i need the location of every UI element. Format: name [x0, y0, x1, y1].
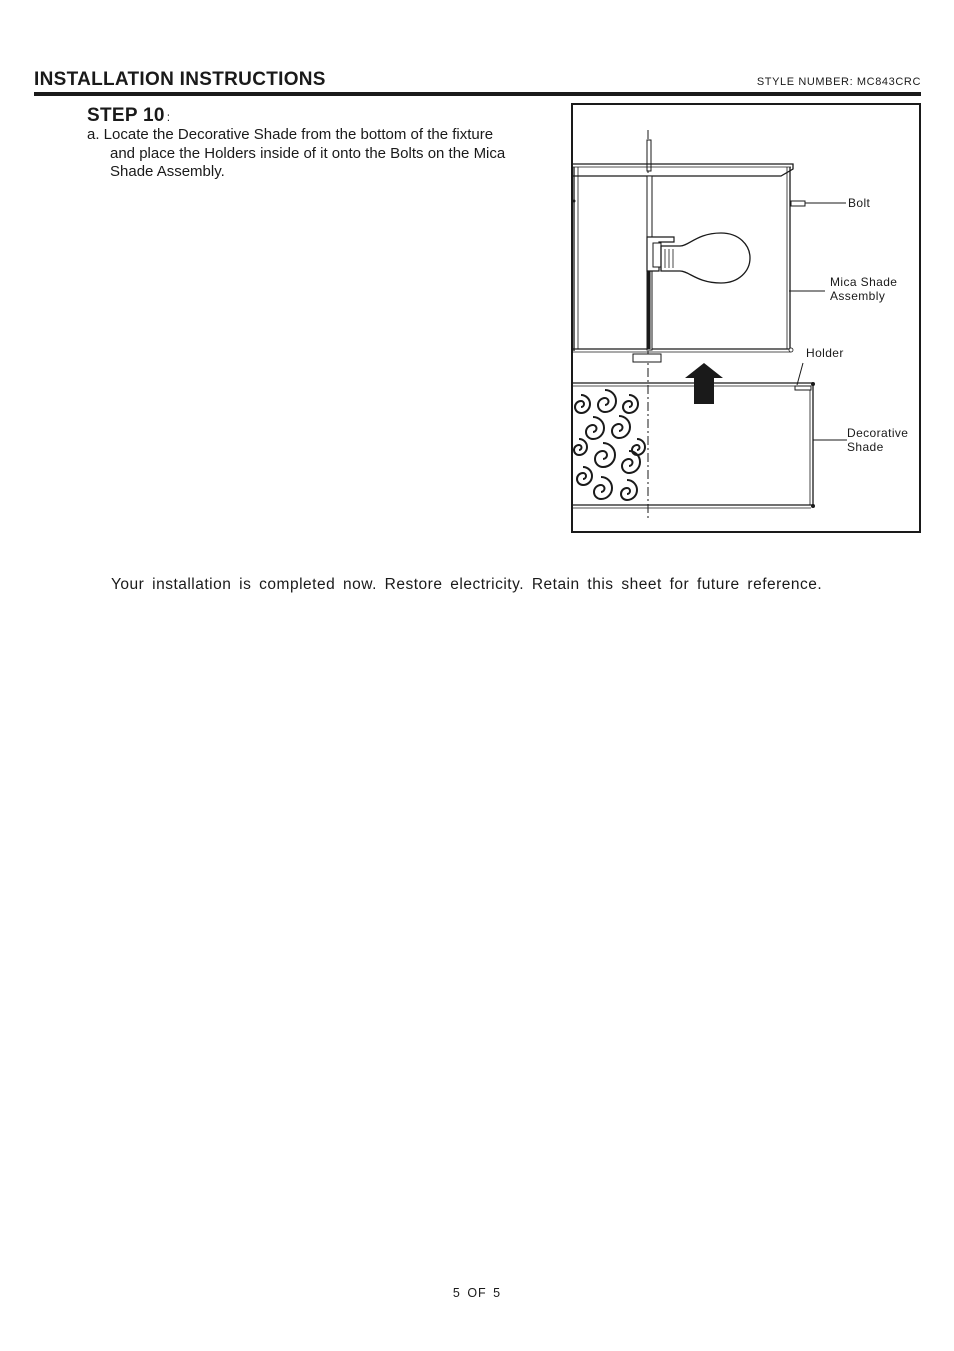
diagram-frame — [572, 104, 920, 532]
page-header-title: INSTALLATION INSTRUCTIONS — [34, 69, 326, 90]
holder — [795, 386, 811, 390]
step-title — [87, 105, 170, 127]
diagram-svg — [571, 103, 921, 533]
label-mica-line1: Mica Shade — [830, 275, 898, 289]
header-rule — [34, 92, 921, 96]
label-decorative-line1: Decorative — [847, 426, 909, 440]
step-title-text: STEP 10 — [87, 105, 165, 126]
instruction-line-2: and place the Holders inside of it onto the Bolts on the Mica — [110, 144, 506, 162]
installation-diagram — [571, 103, 921, 533]
label-bolt: Bolt — [848, 196, 871, 210]
fixture-stem — [647, 140, 651, 171]
completion-message: Your installation is completed now. Restore electricity. Retain this sheet for future reference. — [111, 576, 823, 593]
step-instruction — [87, 126, 572, 182]
label-holder: Holder — [806, 346, 844, 360]
step-title-colon: : — [166, 110, 171, 124]
page-number: 5 OF 5 — [452, 1286, 502, 1300]
style-number: STYLE NUMBER: MC843CRC — [756, 76, 921, 88]
label-decorative-line2: Shade — [847, 440, 884, 454]
instruction-line-3: Shade Assembly. — [110, 163, 225, 180]
instruction-line-1: a. Locate the Decorative Shade from the bottom of the fixture — [87, 126, 494, 143]
label-mica-line2: Assembly — [830, 289, 886, 303]
